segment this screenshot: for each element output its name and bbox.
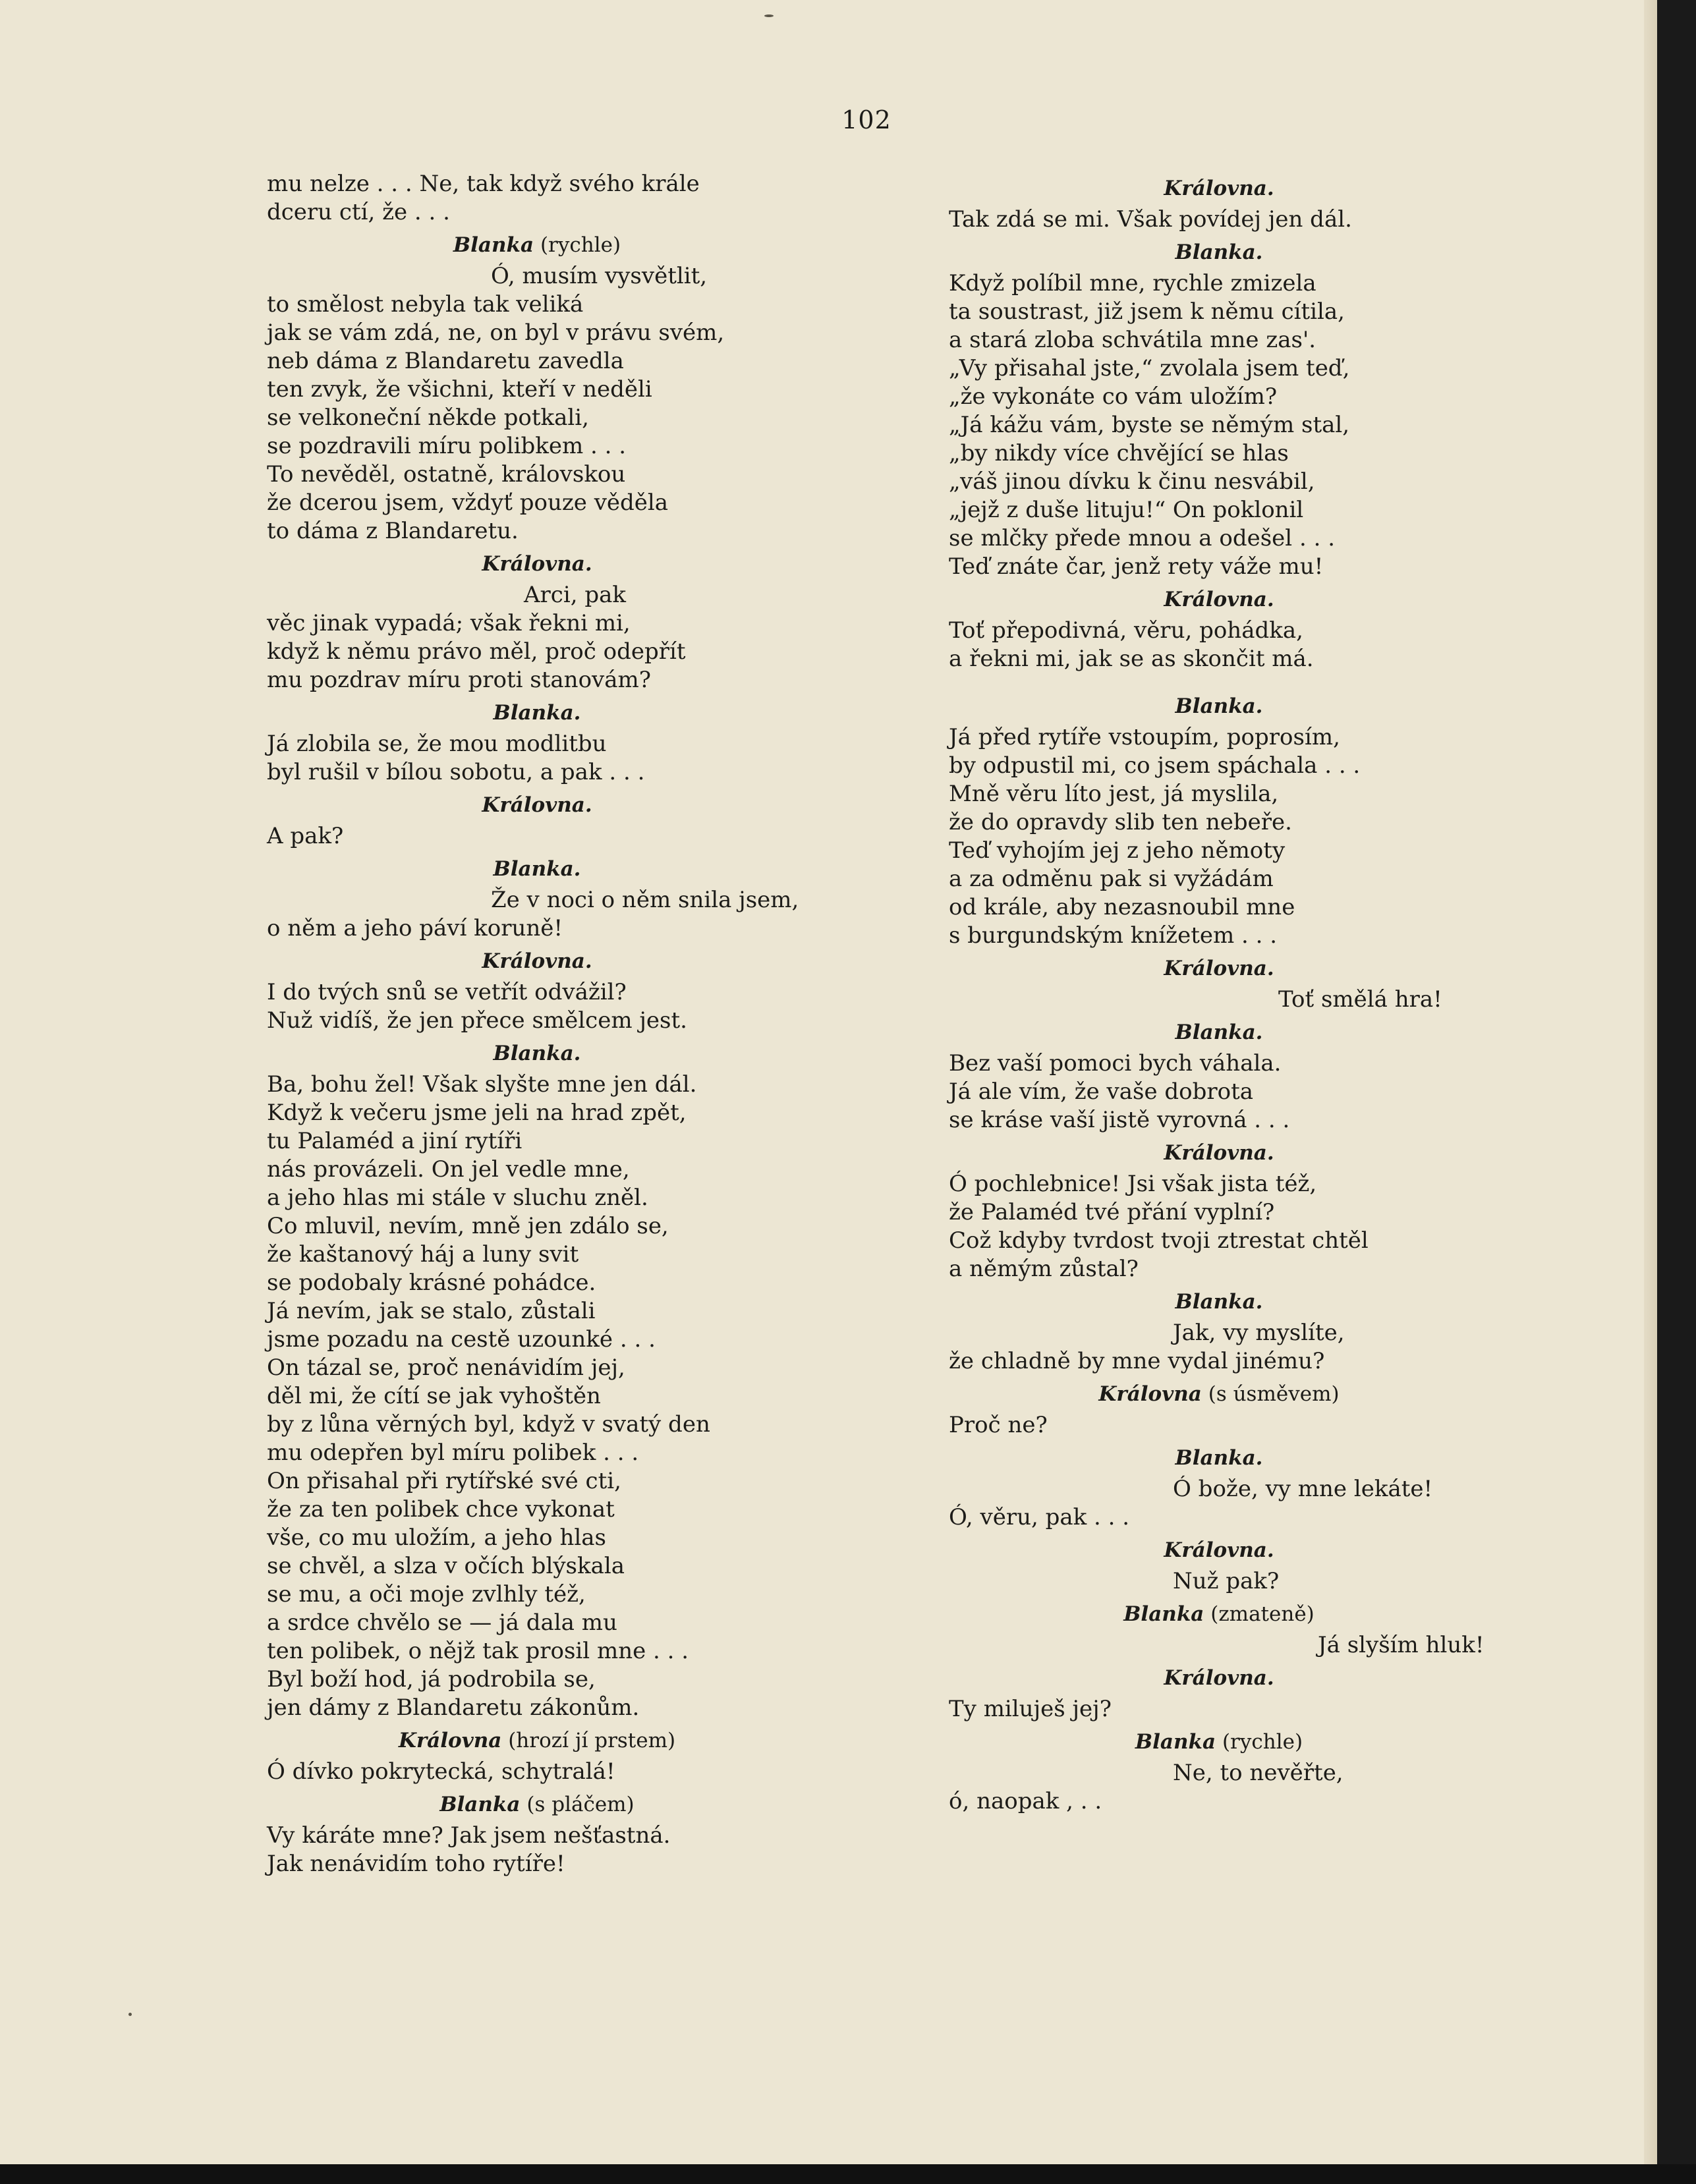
stage-direction: (rychle) xyxy=(540,233,621,257)
verse-line: Tak zdá se mi. Však povídej jen dál. xyxy=(949,206,1352,233)
verse-line: nás provázeli. On jel vedle mne, xyxy=(267,1156,630,1183)
verse-line: Já nevím, jak se stalo, zůstali xyxy=(267,1298,596,1324)
verse-line: by odpustil mi, co jsem spáchala . . . xyxy=(949,752,1361,779)
verse-line: Mně věru líto jest, já myslila, xyxy=(949,781,1279,807)
verse-line: Ó dívko pokrytecká, schytralá! xyxy=(267,1758,615,1785)
speaker-heading xyxy=(949,1601,1489,1627)
speaker-name: Královna. xyxy=(1164,588,1274,611)
speaker-heading xyxy=(949,1289,1489,1315)
speaker-heading xyxy=(267,1040,807,1067)
speaker-name: Blanka. xyxy=(1175,240,1263,264)
speaker-name: Královna xyxy=(1098,1382,1202,1406)
stanza-gap xyxy=(949,673,1489,688)
verse-line: se podobaly krásné pohádce. xyxy=(267,1270,596,1296)
verse-line: jsme pozadu na cestě uzounké . . . xyxy=(267,1326,656,1353)
verse-line: Když políbil mne, rychle zmizela xyxy=(949,270,1316,296)
scan-border-bottom xyxy=(0,2164,1696,2184)
speaker-name: Královna. xyxy=(1164,177,1274,200)
speaker-heading xyxy=(949,1729,1489,1755)
verse-line: Ó bože, vy mne lekáte! xyxy=(1173,1476,1433,1502)
stage-direction: (s pláčem) xyxy=(526,1793,635,1816)
verse-line: Bez vaší pomoci bych váhala. xyxy=(949,1050,1282,1077)
speaker-name: Blanka xyxy=(1135,1730,1216,1754)
verse-line: On přisahal při rytířské své cti, xyxy=(267,1468,621,1494)
verse-line: „Vy přisahal jste,“ zvolala jsem teď, xyxy=(949,355,1350,381)
speaker-heading xyxy=(267,232,807,258)
speaker-name: Blanka. xyxy=(493,857,581,881)
verse-line: že kaštanový háj a luny svit xyxy=(267,1241,579,1268)
verse-line: Já ale vím, že vaše dobrota xyxy=(949,1078,1254,1105)
verse-line: Toť přepodivná, věru, pohádka, xyxy=(949,617,1303,644)
verse-line: To nevěděl, ostatně, královskou xyxy=(267,461,626,488)
speaker-heading xyxy=(949,1665,1489,1691)
verse-line: „by nikdy více chvějící se hlas xyxy=(949,440,1289,466)
verse-line: Proč ne? xyxy=(949,1412,1048,1438)
verse-line: mu nelze . . . Ne, tak když svého krále xyxy=(267,171,700,197)
verse-line: Nuž pak? xyxy=(1173,1568,1280,1594)
verse-line: Jak nenávidím toho rytíře! xyxy=(267,1851,565,1877)
verse-line: Když k večeru jsme jeli na hrad zpět, xyxy=(267,1100,687,1126)
paper-speck xyxy=(128,2013,132,2016)
verse-line: „váš jinou dívku k činu nesvábil, xyxy=(949,468,1315,495)
speaker-heading xyxy=(949,175,1489,202)
verse-line: Já zlobila se, že mou modlitbu xyxy=(267,731,607,757)
verse-line: a řekni mi, jak se as skončit má. xyxy=(949,646,1314,672)
stage-direction: (zmateně) xyxy=(1210,1602,1314,1626)
verse-line: se kráse vaší jistě vyrovná . . . xyxy=(949,1107,1290,1133)
speaker-name: Královna. xyxy=(482,949,592,973)
verse-line: tu Palaméd a jiní rytíři xyxy=(267,1128,523,1154)
verse-line: mu pozdrav míru proti stanovám? xyxy=(267,667,651,693)
speaker-name: Královna. xyxy=(482,552,592,576)
speaker-name: Blanka xyxy=(439,1793,521,1816)
right-text-column xyxy=(949,170,1489,1816)
page-edge-strip xyxy=(1644,0,1657,2168)
verse-line: a jeho hlas mi stále v sluchu zněl. xyxy=(267,1185,648,1211)
verse-line: Ba, bohu žel! Však slyšte mne jen dál. xyxy=(267,1071,697,1098)
verse-line: o něm a jeho páví koruně! xyxy=(267,915,563,941)
verse-line: On tázal se, proč nenávidím jej, xyxy=(267,1355,625,1381)
verse-line: I do tvých snů se vetřít odvážil? xyxy=(267,979,627,1005)
verse-line: že do opravdy slib ten nebeře. xyxy=(949,809,1292,835)
verse-line: se chvěl, a slza v očích blýskala xyxy=(267,1553,625,1579)
verse-line: Vy káráte mne? Jak jsem nešťastná. xyxy=(267,1822,671,1849)
verse-line: Teď vyhojím jej z jeho němoty xyxy=(949,837,1286,864)
verse-line: ten polibek, o nějž tak prosil mne . . . xyxy=(267,1638,689,1664)
verse-line: a srdce chvělo se — já dala mu xyxy=(267,1610,617,1636)
speaker-heading xyxy=(267,1727,807,1754)
verse-line: Toť smělá hra! xyxy=(1278,986,1442,1013)
verse-line: „že vykonáte co vám uložím? xyxy=(949,383,1278,410)
verse-line: Byl boží hod, já podrobila se, xyxy=(267,1666,596,1693)
verse-line: Ó, musím vysvětlit, xyxy=(491,263,708,289)
scan-border-right xyxy=(1657,0,1696,2184)
speaker-heading xyxy=(949,1019,1489,1046)
verse-line: Což kdyby tvrdost tvoji ztrestat chtěl xyxy=(949,1227,1369,1254)
speaker-name: Královna. xyxy=(1164,957,1274,980)
speaker-name: Královna. xyxy=(1164,1666,1274,1690)
speaker-heading xyxy=(949,239,1489,266)
speaker-heading xyxy=(267,856,807,882)
stage-direction: (rychle) xyxy=(1222,1730,1303,1754)
verse-line: Že v noci o něm snila jsem, xyxy=(491,887,799,913)
speaker-heading xyxy=(949,586,1489,613)
stage-direction: (s úsměvem) xyxy=(1208,1382,1340,1406)
speaker-name: Blanka. xyxy=(493,701,581,725)
verse-line: byl rušil v bílou sobotu, a pak . . . xyxy=(267,759,645,785)
verse-line: neb dáma z Blandaretu zavedla xyxy=(267,348,624,374)
page-number: 102 xyxy=(841,105,891,134)
verse-line: že dcerou jsem, vždyť pouze věděla xyxy=(267,490,669,516)
speaker-name: Blanka. xyxy=(1175,1021,1263,1044)
verse-line: že Palaméd tvé přání vyplní? xyxy=(949,1199,1275,1225)
verse-line: by z lůna věrných byl, když v svatý den xyxy=(267,1411,710,1438)
verse-line: ó, naopak , . . xyxy=(949,1788,1102,1814)
speaker-name: Blanka xyxy=(1123,1602,1204,1626)
verse-line: se pozdravili míru polibkem . . . xyxy=(267,433,627,459)
speaker-name: Blanka. xyxy=(1175,1290,1263,1314)
verse-line: když k němu právo měl, proč odepřít xyxy=(267,638,686,665)
speaker-heading xyxy=(949,693,1489,719)
verse-line: Arci, pak xyxy=(524,582,626,608)
speaker-name: Blanka. xyxy=(1175,694,1263,718)
speaker-heading xyxy=(267,792,807,818)
speaker-heading xyxy=(949,1445,1489,1471)
left-text-column xyxy=(267,170,807,1878)
verse-line: Ó, věru, pak . . . xyxy=(949,1504,1130,1530)
verse-line: mu odepřen byl míru polibek . . . xyxy=(267,1440,639,1466)
speaker-heading xyxy=(949,1140,1489,1166)
verse-line: že chladně by mne vydal jinému? xyxy=(949,1348,1325,1374)
paper-speck xyxy=(764,14,774,17)
speaker-name: Královna xyxy=(398,1729,502,1752)
speaker-name: Královna. xyxy=(1164,1141,1274,1165)
verse-line: že za ten polibek chce vykonat xyxy=(267,1496,615,1523)
verse-line: to smělost nebyla tak veliká xyxy=(267,291,584,318)
speaker-heading xyxy=(267,700,807,726)
speaker-name: Blanka. xyxy=(1175,1446,1263,1470)
verse-line: A pak? xyxy=(267,823,344,849)
speaker-heading xyxy=(949,1381,1489,1407)
verse-line: s burgundským knížetem . . . xyxy=(949,922,1278,949)
verse-line: „jejž z duše lituju!“ On poklonil xyxy=(949,497,1304,523)
verse-line: ten zvyk, že všichni, kteří v neděli xyxy=(267,376,652,403)
verse-line: od krále, aby nezasnoubil mne xyxy=(949,894,1295,920)
verse-line: Já před rytíře vstoupím, poprosím, xyxy=(949,724,1340,750)
verse-line: jak se vám zdá, ne, on byl v právu svém, xyxy=(267,320,725,346)
verse-line: se mlčky přede mnou a odešel . . . xyxy=(949,525,1336,551)
verse-line: věc jinak vypadá; však řekni mi, xyxy=(267,610,631,636)
verse-line: Já slyším hluk! xyxy=(1318,1632,1484,1658)
speaker-name: Královna. xyxy=(482,793,592,817)
verse-line: Ne, to nevěřte, xyxy=(1173,1760,1343,1786)
verse-line: děl mi, že cítí se jak vyhoštěn xyxy=(267,1383,601,1409)
verse-line: ta soustrast, již jsem k němu cítila, xyxy=(949,298,1345,325)
stage-direction: (hrozí jí prstem) xyxy=(508,1729,676,1752)
speaker-heading xyxy=(267,948,807,974)
verse-line: vše, co mu uložím, a jeho hlas xyxy=(267,1525,606,1551)
verse-line: Jak, vy myslíte, xyxy=(1173,1320,1345,1346)
speaker-heading xyxy=(267,551,807,577)
verse-line: jen dámy z Blandaretu zákonům. xyxy=(267,1694,640,1721)
verse-line: a němým zůstal? xyxy=(949,1256,1139,1282)
verse-line: Nuž vidíš, že jen přece smělcem jest. xyxy=(267,1007,687,1034)
verse-line: se velkoneční někde potkali, xyxy=(267,405,589,431)
verse-line: Co mluvil, nevím, mně jen zdálo se, xyxy=(267,1213,669,1239)
speaker-heading xyxy=(949,1537,1489,1563)
speaker-heading xyxy=(267,1791,807,1818)
verse-line: a za odměnu pak si vyžádám xyxy=(949,866,1274,892)
verse-line: Ty miluješ jej? xyxy=(949,1696,1112,1722)
speaker-name: Královna. xyxy=(1164,1538,1274,1562)
verse-line: Teď znáte čar, jenž rety váže mu! xyxy=(949,553,1324,580)
verse-line: „Já kážu vám, byste se němým stal, xyxy=(949,412,1350,438)
speaker-heading xyxy=(949,955,1489,982)
verse-line: dceru ctí, že . . . xyxy=(267,199,450,225)
speaker-name: Blanka xyxy=(453,233,534,257)
verse-line: Ó pochlebnice! Jsi však jista též, xyxy=(949,1171,1317,1197)
speaker-name: Blanka. xyxy=(493,1042,581,1065)
verse-line: a stará zloba schvátila mne zas'. xyxy=(949,327,1316,353)
verse-line: se mu, a oči moje zvlhly též, xyxy=(267,1581,586,1608)
verse-line: to dáma z Blandaretu. xyxy=(267,518,519,544)
